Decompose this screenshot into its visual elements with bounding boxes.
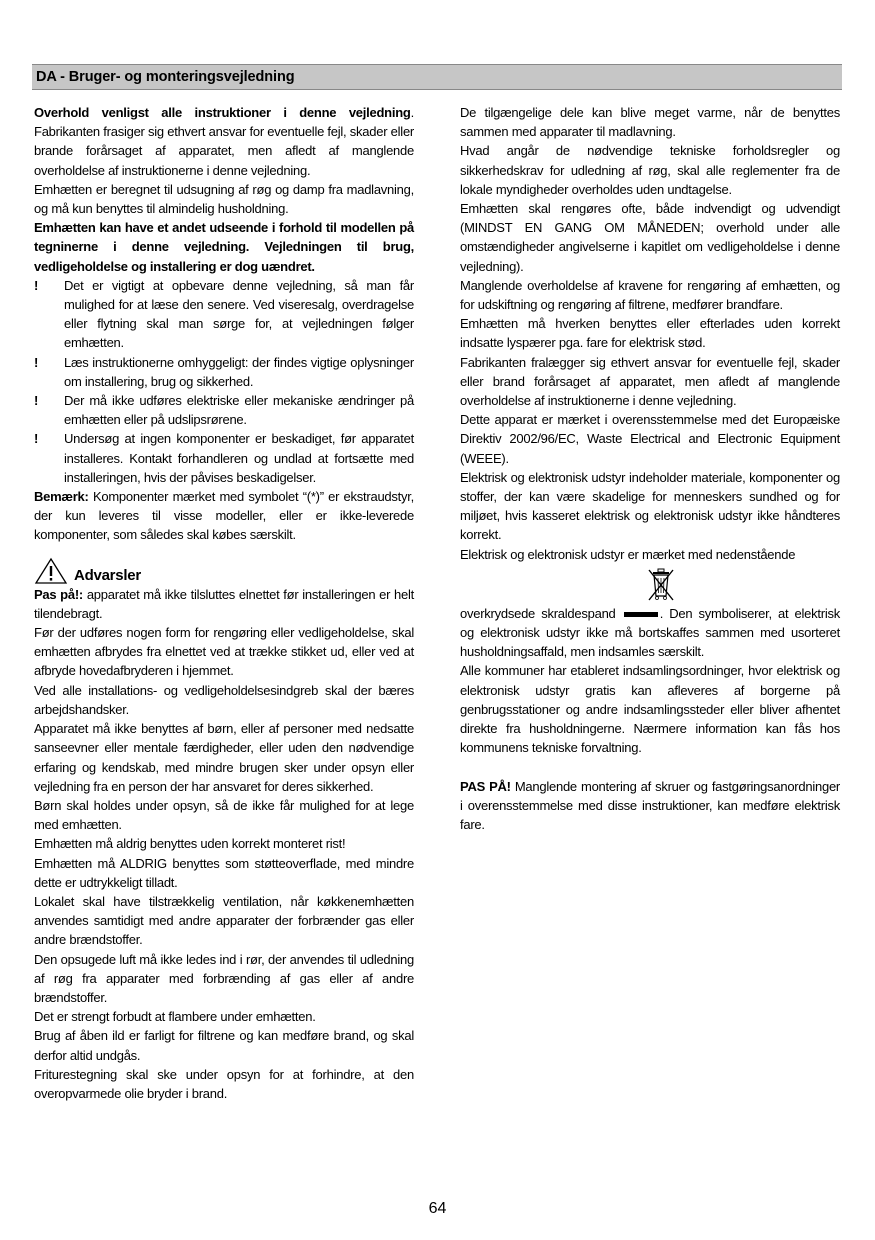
section-title: DA - Bruger- og monteringsvejledning bbox=[36, 69, 295, 85]
warning-paragraph: Ved alle installations- og vedligeholdelsesindgreb skal der bæres arbejdshandsker. bbox=[34, 682, 414, 717]
info-paragraph: Manglende overholdelse af kravene for rengøring af emhætten, og for udskiftning og rengøring af filtrene, medfører brandfare. bbox=[460, 277, 840, 313]
warning-paragraph: Den opsugede luft må ikke ledes ind i rør, der anvendes til udledning af røg fra apparater med forbrænding af gas eller af andre brændstoffer. bbox=[34, 951, 414, 1005]
bullet-mark: ! bbox=[34, 354, 39, 370]
note-bold: Bemærk: bbox=[34, 489, 89, 505]
warning-triangle-icon bbox=[34, 557, 68, 585]
info-paragraph: Elektrisk og elektronisk udstyr indeholder materiale, komponenter og stoffer, der kan være skadelige for menneskers sundhed og for miljøet, hvis kasseret elektrisk og elektronisk udstyr ikke håndteres korrekt. bbox=[460, 469, 840, 543]
info-paragraph: Dette apparat er mærket i overensstemmelse med det Europæiske Direktiv 2002/96/EC, Waste Electrical and Electronic Equipment (WEEE). bbox=[460, 412, 840, 466]
warning-text: apparatet må ikke tilsluttes elnettet før installeringen er helt tilendebragt. bbox=[34, 586, 414, 621]
spacer bbox=[460, 758, 840, 777]
warnings-title: Advarsler bbox=[74, 566, 141, 584]
warning-paragraph: Børn skal holdes under opsyn, så de ikke får mulighed for at lege med emhætten. bbox=[34, 797, 414, 833]
intro-paragraph bbox=[34, 103, 414, 180]
bullet-text: Der må ikke udføres elektriske eller mekaniske ændringer på emhætten eller på udslipsrørene. bbox=[64, 393, 414, 428]
weee-text-start: overkrydsede skraldespand bbox=[460, 605, 616, 621]
info-paragraph: Alle kommuner har etableret indsamlingsordninger, hvor elektrisk og elektronisk udstyr gratis kan afleveres af borgerne på genbrugsstationer og andre indsamlingssteder eller bliver afhentet direkte fra husholdningerne. Nærmere information kan fås hos kommunens tekniske forvaltning. bbox=[460, 663, 840, 756]
list-item bbox=[34, 353, 414, 391]
appearance-bold: Emhætten kan have et andet udseende i forhold til modellen på tegninerne i denne vejledning. Vejledningen til brug, vedligeholdelse og installering er dog uændret. bbox=[34, 220, 414, 274]
weee-text-rest: . Den symboliserer, at elektrisk og elektronisk udstyr ikke må bortskaffes sammen med usorteret husholdningsaffald, men indsamles særskilt. bbox=[460, 605, 840, 660]
bullet-text: Læs instruktionerne omhyggeligt: der findes vigtige oplysninger om installering, brug og sikkerhed. bbox=[64, 354, 414, 389]
intro-text: . Fabrikanten frasiger sig ethvert ansvar for eventuelle fejl, skader eller brande forårsaget af apparatet, men afledt af manglende overholdelse af instruktionerne i denne vejledning. bbox=[34, 105, 414, 178]
warning-paragraph: Før der udføres nogen form for rengøring eller vedligeholdelse, skal emhætten afbrydes fra elnettet ved at trække stikket ud, eller ved at afbryde hovedafbryderen i hjemmet. bbox=[34, 625, 414, 679]
warnings-heading bbox=[34, 555, 414, 585]
weee-black-bar bbox=[624, 612, 658, 617]
info-paragraph: Elektrisk og elektronisk udstyr er mærket med nedenstående bbox=[460, 546, 796, 562]
warning-paragraph bbox=[34, 585, 414, 623]
page-number: 64 bbox=[428, 1200, 447, 1217]
section-header-bar bbox=[32, 64, 842, 90]
caution-text: Manglende montering af skruer og fastgøringsanordninger i overensstemmelse med disse instruktioner, kan medføre elektrisk fare. bbox=[460, 778, 841, 832]
note-paragraph bbox=[34, 487, 414, 545]
crossed-out-bin-icon bbox=[644, 566, 678, 604]
warning-paragraph: Friturestegning skal ske under opsyn for at forhindre, at den overopvarmede olie bryder i brand. bbox=[34, 1066, 414, 1101]
list-item bbox=[34, 276, 414, 353]
warning-paragraph: Det er strengt forbudt at flambere under emhætten. bbox=[34, 1009, 316, 1025]
info-paragraph bbox=[460, 604, 840, 662]
intro-bold: Overhold venligst alle instruktioner i denne vejledning bbox=[34, 105, 411, 120]
bullet-mark: ! bbox=[34, 393, 39, 409]
list-item bbox=[34, 429, 414, 487]
info-paragraph: Hvad angår de nødvendige tekniske forholdsregler og sikkerhedskrav for udledning af røg, skal alle reglementer fra de lokale myndigheder overholdes uden undtagelse. bbox=[460, 143, 840, 197]
warning-bold: Pas på!: bbox=[34, 586, 84, 602]
list-item bbox=[34, 391, 414, 429]
note-text: Komponenter mærket med symbolet “(*)” er ekstraudstyr, der kun leveres til visse modeller, eller er ikke-leverede komponenter, som således skal købes særskilt. bbox=[34, 489, 414, 543]
warning-paragraph: Emhætten må aldrig benyttes uden korrekt monteret rist! bbox=[34, 836, 346, 852]
caution-paragraph bbox=[460, 777, 840, 835]
appearance-paragraph bbox=[34, 218, 414, 276]
warning-paragraph: Lokalet skal have tilstrækkelig ventilation, når køkkenemhætten anvendes samtidigt med andre apparater der forbrænder gas eller andre brændstoffer. bbox=[34, 893, 414, 948]
info-paragraph: Fabrikanten fralægger sig ethvert ansvar for eventuelle fejl, skader eller brand forårsaget af apparatet, men afledt af manglende overholdelse af instruktionerne i denne vejledning. bbox=[460, 354, 840, 409]
bullet-mark: ! bbox=[34, 431, 39, 447]
info-paragraph: Emhætten skal rengøres ofte, både indvendigt og udvendigt (MINDST EN GANG OM MÅNEDEN; overhold under alle omstændigheder angivelserne i kapitlet om vedligeholdelse i denne vejledning). bbox=[460, 201, 840, 274]
left-column bbox=[34, 103, 414, 1103]
bullet-mark: ! bbox=[34, 277, 39, 293]
right-column bbox=[460, 103, 840, 834]
warning-paragraph: Apparatet må ikke benyttes af børn, eller af personer med nedsatte sanseevner eller mentale færdigheder, eller uden den nødvendige erfaring og kendskab, med mindre brugen sker under opsyn eller vejledning fra en person der har ansvaret for deres sikkerhed. bbox=[34, 721, 414, 794]
weee-symbol-area bbox=[460, 564, 840, 604]
bullet-text: Det er vigtigt at opbevare denne vejledning, så man får mulighed for at læse den senere. Ved viseresalg, overdragelse eller flytning skal man sørge for, at vejledningen følger emhætten. bbox=[64, 277, 414, 351]
caution-bold: PAS PÅ! bbox=[460, 778, 511, 794]
warning-paragraph: Emhætten må ALDRIG benyttes som støtteoverflade, med mindre dette er udtrykkeligt tilladt. bbox=[34, 855, 414, 890]
bullet-text: Undersøg at ingen komponenter er beskadiget, før apparatet installeres. Kontakt forhandleren og undlad at fortsætte med installeringen, hvis der påvises beskadigelser. bbox=[64, 431, 414, 485]
info-paragraph: Emhætten må hverken benyttes eller efterlades uden korrekt indsatte lyspærer pga. fare for elektrisk stød. bbox=[460, 316, 840, 351]
purpose-paragraph: Emhætten er beregnet til udsugning af røg og damp fra madlavning, og må kun benyttes til almindelig husholdning. bbox=[34, 181, 414, 217]
warning-paragraph: Brug af åben ild er farligt for filtrene og kan medføre brand, og skal derfor altid undgås. bbox=[34, 1028, 414, 1063]
info-paragraph: De tilgængelige dele kan blive meget varme, når de benyttes sammen med apparater til madlavning. bbox=[460, 105, 840, 140]
